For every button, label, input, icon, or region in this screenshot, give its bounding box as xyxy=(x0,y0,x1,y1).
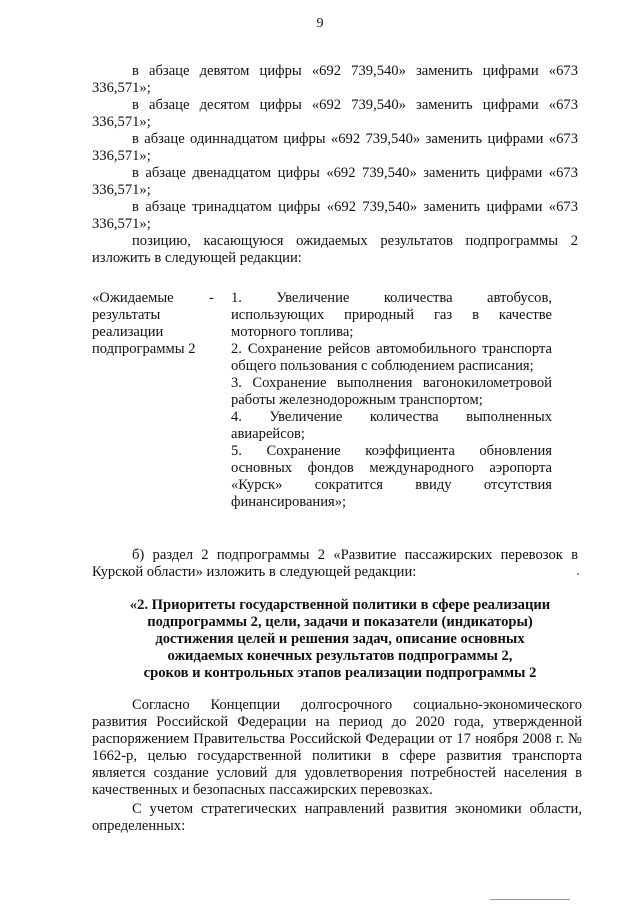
results-item: 3. Сохранение выполнения вагонокилометровой работы железнодорожным транспортом; xyxy=(231,375,552,408)
page-number: 9 xyxy=(316,16,324,31)
amendment-paragraph: в абзаце тринадцатом цифры «692 739,540» заменить цифрами «673 336,571»; xyxy=(92,199,578,232)
section-heading xyxy=(100,597,580,682)
results-item: 2. Сохранение рейсов автомобильного транспорта общего пользования с соблюдением расписания; xyxy=(231,341,552,374)
amendment-paragraph: в абзаце двенадцатом цифры «692 739,540» заменить цифрами «673 336,571»; xyxy=(92,165,578,198)
amendment-paragraph: в абзаце одиннадцатом цифры «692 739,540» заменить цифрами «673 336,571»; xyxy=(92,131,578,164)
scan-dot xyxy=(577,573,579,575)
results-item: 4. Увеличение количества выполненных авиарейсов; xyxy=(231,409,552,442)
heading-line: достижения целей и решения задач, описание основных xyxy=(155,631,525,647)
results-dash: - xyxy=(209,290,214,306)
body-paragraph: С учетом стратегических направлений развития экономики области, определенных: xyxy=(92,801,582,834)
amendment-paragraph: позицию, касающуюся ожидаемых результатов подпрограммы 2 изложить в следующей редакции: xyxy=(92,233,578,266)
section-b xyxy=(92,547,578,581)
body-paragraph: Согласно Концепции долгосрочного социально-экономического развития Российской Федерации на период до 2020 года, утвержденной распоряжением Правительства Российской Федерации от 17 ноября 2008 г. № 1662-р, целью государственной политики в сфере развития транспорта является создание условий для удовлетворения потребностей населения в качественных и безопасных пассажирских перевозках. xyxy=(92,697,582,798)
heading-line: сроков и контрольных этапов реализации подпрограммы 2 xyxy=(143,665,537,681)
body-text xyxy=(92,697,582,835)
amendment-paragraph: в абзаце десятом цифры «692 739,540» заменить цифрами «673 336,571»; xyxy=(92,97,578,130)
amendment-paragraph: в абзаце девятом цифры «692 739,540» заменить цифрами «673 336,571»; xyxy=(92,63,578,96)
results-label: «Ожидаемые результаты реализации подпрограммы 2 xyxy=(92,290,196,357)
results-items xyxy=(231,290,552,511)
heading-line: подпрограммы 2, цели, задачи и показатели (индикаторы) xyxy=(147,614,533,630)
results-item: 1. Увеличение количества автобусов, использующих природный газ в качестве моторного топлива; xyxy=(231,290,552,340)
heading-line: «2. Приоритеты государственной политики в сфере реализации xyxy=(129,597,551,613)
heading-line: ожидаемых конечных результатов подпрограммы 2, xyxy=(167,648,513,664)
results-item: 5. Сохранение коэффициента обновления основных фондов международного аэропорта «Курск» сократится ввиду отсутствия финансирования»; xyxy=(231,443,552,510)
section-b-paragraph: б) раздел 2 подпрограммы 2 «Развитие пассажирских перевозок в Курской области» изложить в следующей редакции: xyxy=(92,547,578,580)
amendments-list xyxy=(92,63,578,267)
footer-rule xyxy=(490,899,570,900)
